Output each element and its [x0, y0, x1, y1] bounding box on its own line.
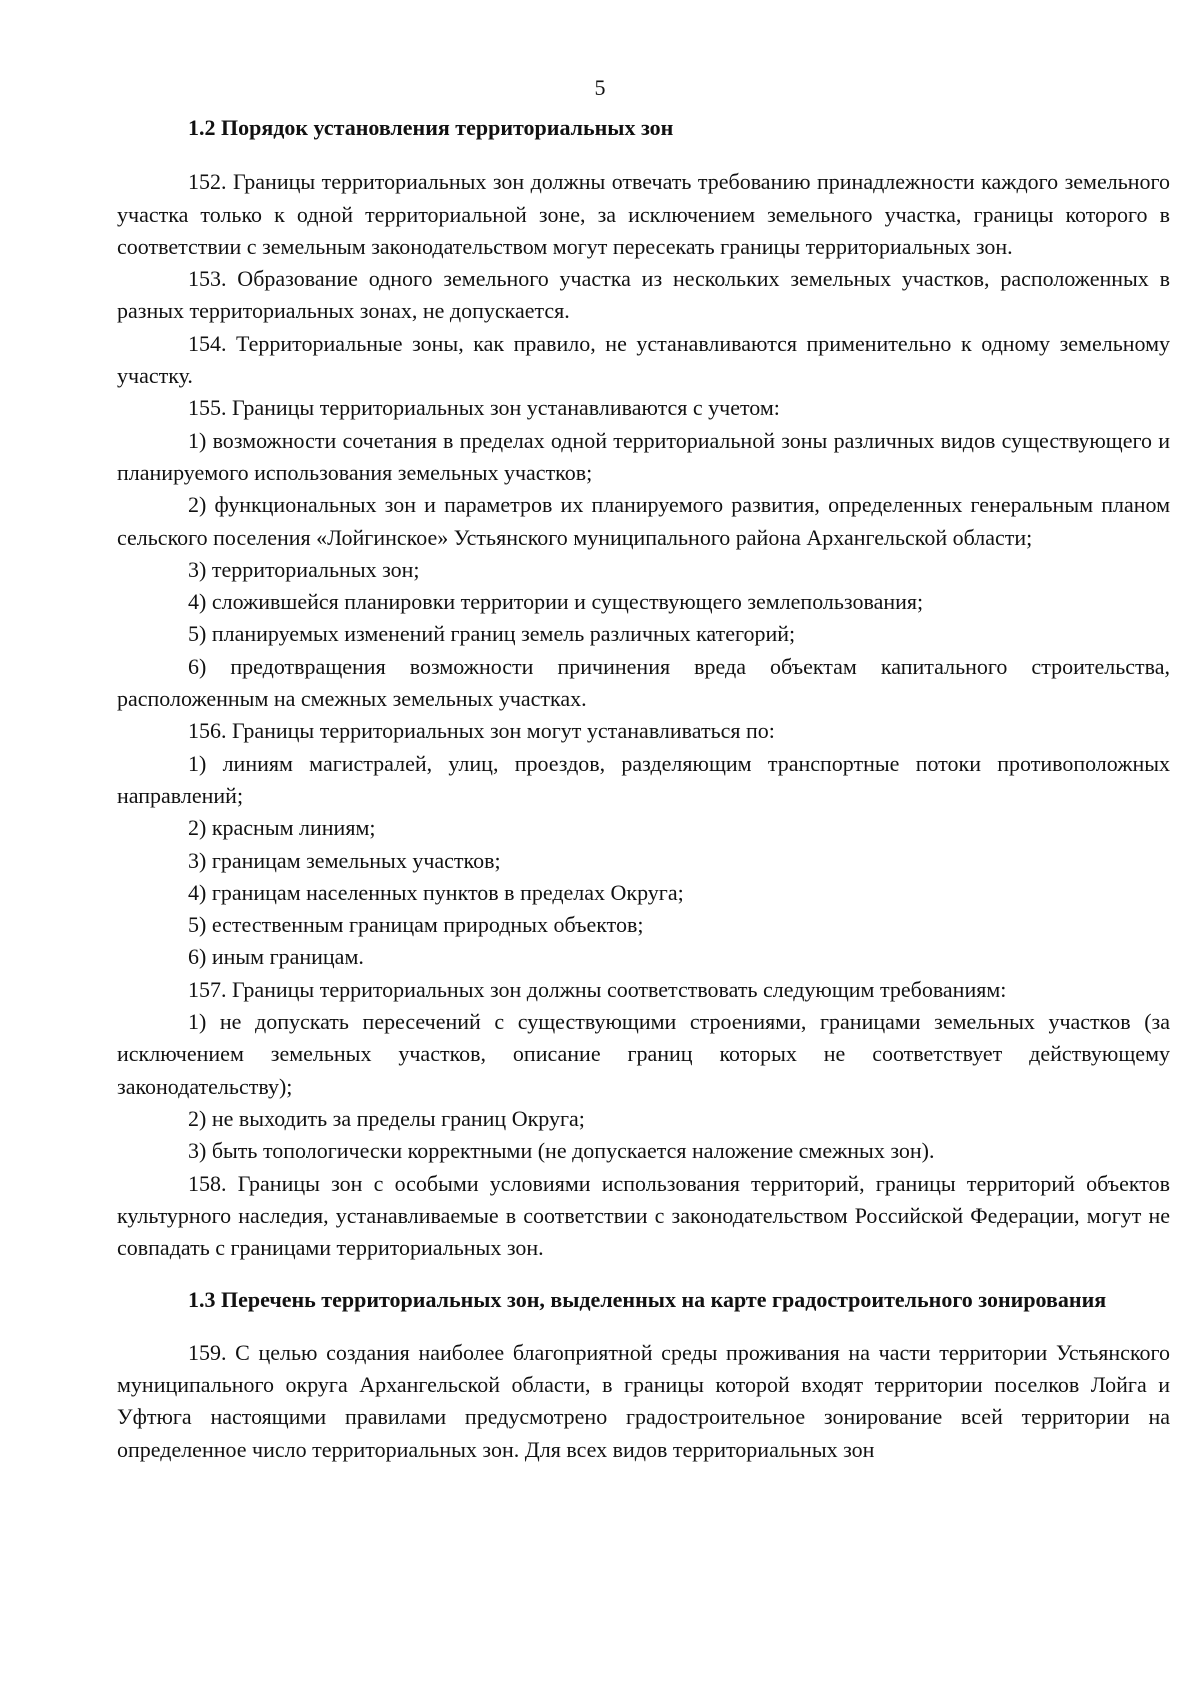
list-item: 6) иным границам. — [188, 944, 364, 970]
paragraph-158: 158. Границы зон с особыми условиями использования территорий, границы территорий объектов культурного наследия, устанавливаемые в соответствии с законодательством Российской Федерации, могут не совпадать с границами территориальных зон. — [117, 1170, 1170, 1261]
list-item: 2) красным линиям; — [188, 815, 376, 841]
page-content — [117, 112, 1170, 1466]
page-number: 5 — [594, 75, 606, 100]
paragraph-155: 155. Границы территориальных зон устанавливаются с учетом: — [188, 395, 780, 421]
list-item: 1) линиям магистралей, улиц, проездов, разделяющим транспортные потоки противоположных направлений; — [117, 750, 1170, 808]
list-item: 4) сложившейся планировки территории и существующего землепользования; — [188, 589, 924, 615]
list-item: 1) возможности сочетания в пределах одной территориальной зоны различных видов существующего и планируемого использования земельных участков; — [117, 427, 1170, 485]
paragraph-156: 156. Границы территориальных зон могут устанавливаться по: — [188, 718, 775, 744]
paragraph-152: 152. Границы территориальных зон должны отвечать требованию принадлежности каждого земельного участка только к одной территориальной зоне, за исключением земельного участка, границы которого в соответствии с земельным законодательством могут пересекать границы территориальных зон. — [117, 169, 1170, 259]
section-heading-1-2: 1.2 Порядок установления территориальных зон — [188, 115, 674, 140]
section-heading-1-3: 1.3 Перечень территориальных зон, выделенных на карте градостроительного зонирования — [188, 1287, 1107, 1313]
list-item: 1) не допускать пересечений с существующими строениями, границами земельных участков (за исключением земельных участков, описание границ которых не соответствует действующему законодательству); — [117, 1009, 1170, 1099]
list-item: 4) границам населенных пунктов в пределах Округа; — [188, 879, 684, 905]
list-item: 5) естественным границам природных объектов; — [188, 912, 644, 938]
paragraph-157: 157. Границы территориальных зон должны соответствовать следующим требованиям: — [188, 976, 1007, 1002]
list-item: 2) не выходить за пределы границ Округа; — [188, 1105, 585, 1131]
list-item: 3) быть топологически корректными (не допускается наложение смежных зон). — [188, 1138, 935, 1164]
list-item: 6) предотвращения возможности причинения вреда объектам капитального строительства, расположенным на смежных земельных участках. — [117, 653, 1170, 712]
list-item: 3) территориальных зон; — [188, 556, 420, 582]
list-item: 3) границам земельных участков; — [188, 847, 501, 873]
list-item: 2) функциональных зон и параметров их планируемого развития, определенных генеральным планом сельского поселения «Лойгинское» Устьянского муниципального района Архангельской области; — [117, 492, 1170, 550]
list-item: 5) планируемых изменений границ земель различных категорий; — [188, 621, 796, 647]
paragraph-159: 159. С целью создания наиболее благоприятной среды проживания на части территории Устьянского муниципального округа Архангельской области, в границы которой входят территории поселков Лойга и Уфтюга настоящими правилами предусмотрено градостроительное зонирование всей территории на определенное число территориальных зон. Для всех видов территориальных зон — [117, 1339, 1170, 1462]
paragraph-154: 154. Территориальные зоны, как правило, не устанавливаются применительно к одному земельному участку. — [117, 330, 1170, 389]
paragraph-153: 153. Образование одного земельного участка из нескольких земельных участков, расположенных в разных территориальных зонах, не допускается. — [117, 266, 1170, 324]
